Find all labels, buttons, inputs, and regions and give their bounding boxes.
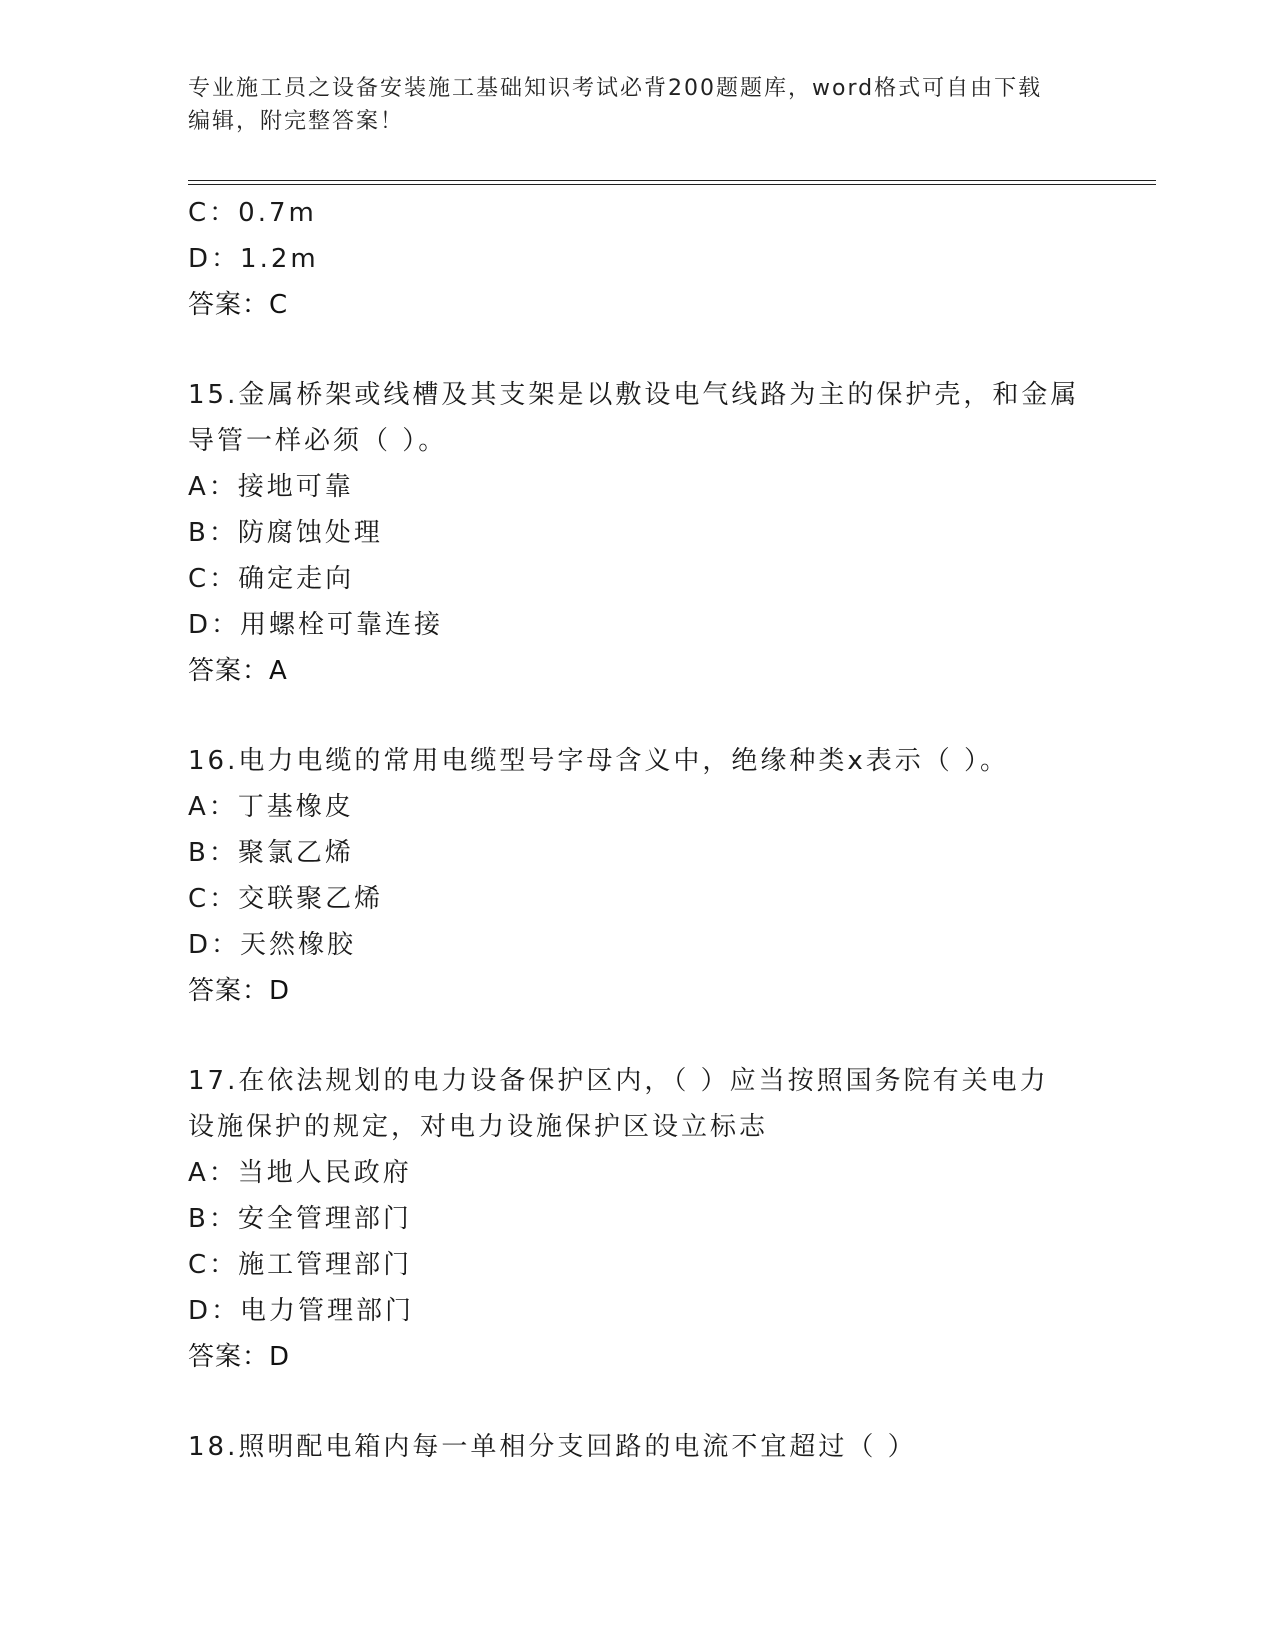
header-line-2: 编辑，附完整答案！ [188,109,405,134]
option-a: A：丁基橡皮 [188,792,354,822]
option-d: D：电力管理部门 [188,1296,415,1326]
question-16 [188,738,1088,1014]
option-d: D：用螺栓可靠连接 [188,610,444,640]
document-body [188,190,1088,1470]
option-b: B：安全管理部门 [188,1204,412,1234]
answer: 答案：D [188,1342,291,1372]
question-17 [188,1058,1088,1380]
question-stem-line: 17.在依法规划的电力设备保护区内，（ ）应当按照国务院有关电力 [188,1066,1049,1096]
option-c: C：交联聚乙烯 [188,884,384,914]
spacer [188,694,1088,738]
question-stem-line: 设施保护的规定，对电力设施保护区设立标志 [188,1112,769,1142]
question-15 [188,372,1088,694]
option-a: A：当地人民政府 [188,1158,412,1188]
option-b: B：防腐蚀处理 [188,518,383,548]
answer: 答案：D [188,976,291,1006]
question-stem-line: 18.照明配电箱内每一单相分支回路的电流不宜超过（ ） [188,1432,917,1462]
document-header [188,72,1088,138]
spacer [188,1380,1088,1424]
option-b: B：聚氯乙烯 [188,838,354,868]
option-d: D：1.2m [188,244,319,274]
option-c: C：确定走向 [188,564,355,594]
option-c: C：施工管理部门 [188,1250,413,1280]
option-a: A：接地可靠 [188,472,354,502]
header-divider-bottom [188,184,1156,185]
question-stem-line: 导管一样必须（ ）。 [188,426,448,456]
answer: 答案：A [188,656,288,686]
question-stem-line: 15.金属桥架或线槽及其支架是以敷设电气线路为主的保护壳，和金属 [188,380,1080,410]
header-line-1: 专业施工员之设备安装施工基础知识考试必背200题题库，word格式可自由下载 [188,76,1043,101]
spacer [188,1014,1088,1058]
answer: 答案：C [188,290,289,320]
spacer [188,328,1088,372]
option-c: C：0.7m [188,198,317,228]
question-18 [188,1424,1088,1470]
question-14-tail [188,190,1088,328]
question-stem-line: 16.电力电缆的常用电缆型号字母含义中，绝缘种类x表示（ ）。 [188,746,1010,776]
header-divider-top [188,180,1156,181]
option-d: D：天然橡胶 [188,930,357,960]
